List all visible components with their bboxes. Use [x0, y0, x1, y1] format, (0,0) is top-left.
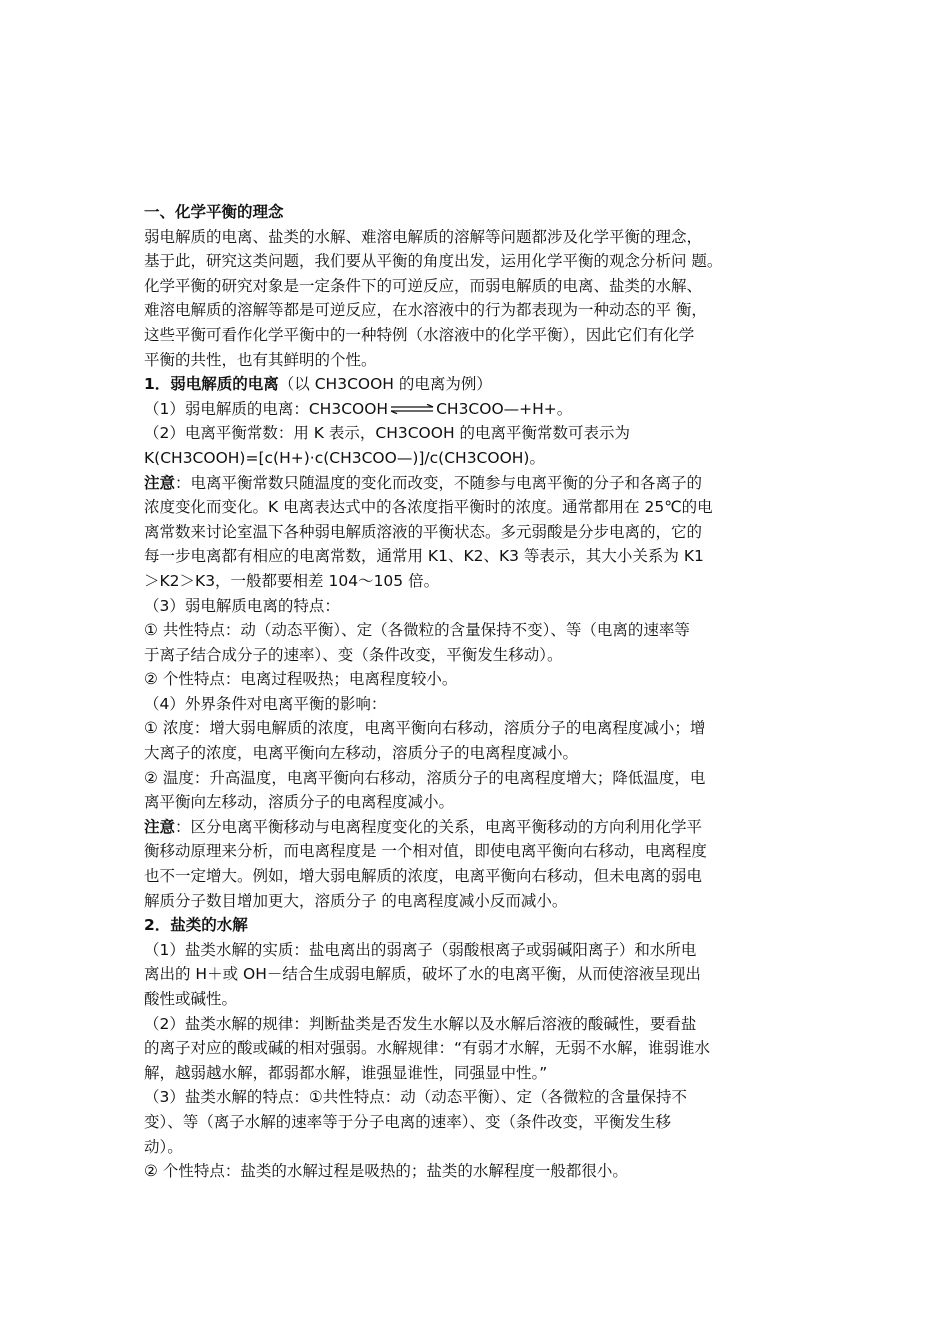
equation-product: CH3COO—+H+。: [436, 399, 573, 418]
equilibrium-arrow-icon: [389, 404, 435, 414]
paragraph-line: 离出的 H＋或 OH－结合生成弱电解质，破坏了水的电离平衡，从而使溶液呈现出: [144, 965, 701, 984]
paragraph-line: ＞K2＞K3，一般都要相差 104～105 倍。: [144, 571, 440, 590]
paragraph-line: 也不一定增大。例如，增大弱电解质的浓度，电离平衡向右移动，但未电离的弱电: [144, 867, 703, 886]
paragraph-line: 弱电解质的电离、盐类的水解、难溶电解质的溶解等问题都涉及化学平衡的理念，: [144, 227, 703, 246]
paragraph-line: 这些平衡可看作化学平衡中的一种特例（水溶液中的化学平衡），因此它们有化学: [144, 325, 695, 344]
subsection-title: 1．弱电解质的电离: [144, 375, 279, 394]
paragraph-line: 酸性或碱性。: [144, 990, 238, 1008]
paragraph-line: 大离子的浓度，电离平衡向左移动，溶质分子的电离程度减小。: [144, 744, 579, 763]
paragraph-line: 于离子结合成分子的速率）、变（条件改变，平衡发生移动）。: [144, 645, 563, 664]
paragraph-line: 动）。: [144, 1137, 183, 1156]
paragraph-line: （1）盐类水解的实质：盐电离出的弱离子（弱酸根离子或弱碱阳离子）和水所电: [144, 940, 697, 959]
paragraph-line: ② 个性特点：盐类的水解过程是吸热的；盐类的水解程度一般都很小。: [144, 1162, 628, 1181]
paragraph-line: （4）外界条件对电离平衡的影响：: [144, 694, 387, 713]
subsection-title: 2．盐类的水解: [144, 916, 248, 935]
paragraph-line: 衡移动原理来分析，而电离程度是 一个相对值，即使电离平衡向右移动，电离程度: [144, 842, 707, 861]
subsection-heading: [144, 372, 814, 397]
paragraph-line: 的离子对应的酸或碱的相对强弱。水解规律：“有弱才水解，无弱不水解，谁弱谁水: [144, 1039, 711, 1058]
note-label: 注意: [144, 817, 176, 836]
note-line: 注意：电离平衡常数只随温度的变化而改变，不随参与电离平衡的分子和各离子的: [144, 473, 703, 492]
paragraph-line: ② 个性特点：电离过程吸热；电离程度较小。: [144, 670, 458, 689]
paragraph-line: ① 共性特点：动（动态平衡）、定（各微粒的含量保持不变）、等（电离的速率等: [144, 621, 690, 640]
paragraph-line: 浓度变化而变化。K 电离表达式中的各浓度指平衡时的浓度。通常都用在 25℃的电: [144, 498, 713, 517]
paragraph-line: 离平衡向左移动，溶质分子的电离程度减小。: [144, 793, 455, 812]
paragraph-line: （2）盐类水解的规律：判断盐类是否发生水解以及水解后溶液的酸碱性，要看盐: [144, 1014, 697, 1033]
paragraph-line: （3）弱电解质电离的特点：: [144, 596, 340, 615]
section-heading: 一、化学平衡的理念: [144, 203, 284, 221]
paragraph-line: 解，越弱越水解，都弱都水解，谁强显谁性，同强显中性。”: [144, 1063, 548, 1082]
ionization-equation: [144, 397, 814, 422]
paragraph-line: 难溶电解质的溶解等都是可逆反应，在水溶液中的行为都表现为一种动态的平 衡，: [144, 301, 707, 320]
formula-line: K(CH3COOH)=[c(H+)·c(CH3COO—)]/c(CH3COOH)。: [144, 448, 545, 467]
paragraph-line: （2）电离平衡常数：用 K 表示，CH3COOH 的电离平衡常数可表示为: [144, 424, 631, 443]
paragraph-line: 平衡的共性，也有其鲜明的个性。: [144, 350, 377, 369]
document-body: [144, 200, 814, 1184]
paragraph-line: 每一步电离都有相应的电离常数，通常用 K1、K2、K3 等表示，其大小关系为 K1: [144, 547, 704, 566]
paragraph-line: ② 温度：升高温度，电离平衡向右移动，溶质分子的电离程度增大；降低温度，电: [144, 768, 706, 787]
equation-reactant: （1）弱电解质的电离：CH3COOH: [144, 399, 389, 418]
paragraph-line: （3）盐类水解的特点：①共性特点：动（动态平衡）、定（各微粒的含量保持不: [144, 1088, 688, 1107]
subsection-title-note: （以 CH3COOH 的电离为例）: [278, 375, 492, 394]
paragraph-line: 解质分子数目增加更大，溶质分子 的电离程度减小反而减小。: [144, 891, 568, 910]
note-label: 注意: [144, 473, 176, 492]
note-line: 注意：区分电离平衡移动与电离程度变化的关系，电离平衡移动的方向利用化学平: [144, 817, 703, 836]
paragraph-line: 离常数来讨论室温下各种弱电解质溶液的平衡状态。多元弱酸是分步电离的，它的: [144, 522, 703, 541]
paragraph-line: ① 浓度：增大弱电解质的浓度，电离平衡向右移动，溶质分子的电离程度减小；增: [144, 719, 706, 738]
paragraph-line: 基于此，研究这类问题，我们要从平衡的角度出发，运用化学平衡的观念分析问 题。: [144, 252, 723, 271]
paragraph-line: 化学平衡的研究对象是一定条件下的可逆反应，而弱电解质的电离、盐类的水解、: [144, 276, 703, 295]
paragraph-line: 变）、等（离子水解的速率等于分子电离的速率）、变（条件改变，平衡发生移: [144, 1112, 672, 1131]
